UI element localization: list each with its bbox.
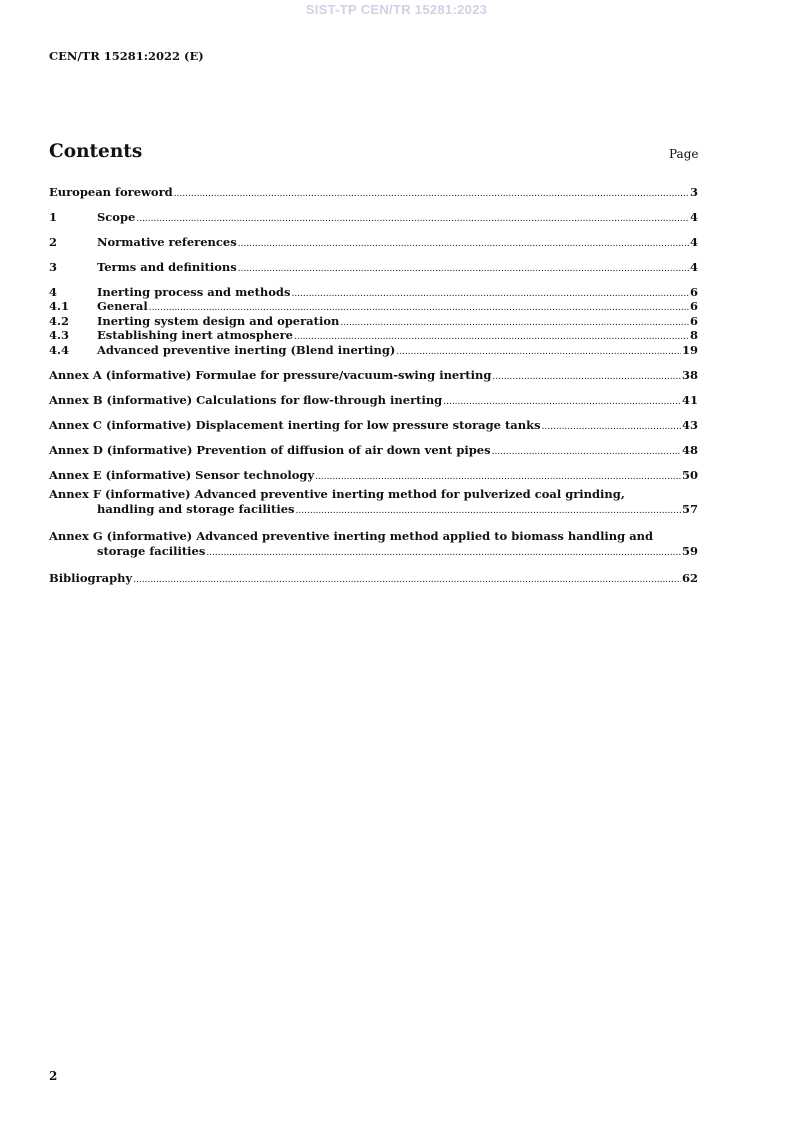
toc-entry-normative-references[interactable] — [49, 235, 698, 250]
toc-entry-number: 4.1 — [49, 299, 70, 313]
contents-title: Contents — [49, 141, 143, 162]
page-column-label: Page — [669, 147, 699, 161]
document-id: CEN/TR 15281:2022 (E) — [49, 49, 204, 63]
toc-entry-title: Terms and definitions — [97, 260, 237, 274]
toc-entry-title: Annex C (informative) Displacement inerting for low pressure storage tanks — [49, 418, 541, 432]
toc-leader — [133, 571, 681, 588]
toc-leader — [315, 468, 681, 485]
toc-entry-page: 6 — [689, 285, 698, 299]
toc-entry-inerting-process[interactable] — [49, 285, 698, 300]
toc-entry-page: 41 — [681, 393, 698, 407]
toc-entry-annex-b[interactable] — [49, 393, 698, 408]
toc-entry-page: 19 — [681, 343, 698, 357]
toc-entry-european-foreword[interactable] — [49, 185, 698, 200]
toc-entry-annex-e[interactable] — [49, 468, 698, 483]
toc-entry-inerting-system-design[interactable] — [49, 313, 698, 329]
toc-entry-bibliography[interactable] — [49, 571, 698, 586]
toc-entry-terms-and-definitions[interactable] — [49, 260, 698, 275]
toc-leader — [396, 342, 681, 360]
toc-entry-annex-g[interactable] — [49, 529, 698, 561]
toc-entry-number: 4 — [49, 285, 58, 299]
toc-entry-title: Bibliography — [49, 571, 133, 585]
toc-entry-title: Annex F (informative) Advanced preventive inerting method for pulverized coal grinding, — [49, 487, 625, 501]
page-number: 2 — [49, 1069, 58, 1083]
toc-entry-annex-a[interactable] — [49, 368, 698, 383]
toc-leader — [174, 185, 689, 202]
toc-entry-title: Annex B (informative) Calculations for flow-through inerting — [49, 393, 443, 407]
toc-entry-number: 4.3 — [49, 328, 70, 342]
toc-entry-page: 50 — [681, 468, 698, 482]
toc-entry-annex-d[interactable] — [49, 443, 698, 458]
toc-entry-page: 4 — [689, 210, 698, 224]
toc-entry-number: 3 — [49, 260, 58, 274]
watermark: SIST-TP CEN/TR 15281:2023 — [305, 2, 488, 17]
toc-leader — [136, 210, 689, 227]
toc-entry-page: 57 — [681, 502, 698, 516]
toc-entry-page: 8 — [689, 328, 698, 342]
toc-entry-page: 43 — [681, 418, 698, 432]
toc-entry-title: General — [97, 299, 148, 313]
toc-entry-page: 4 — [689, 235, 698, 249]
toc-entry-number: 4.2 — [49, 314, 70, 328]
toc-entry-title: Inerting process and methods — [97, 285, 291, 299]
toc-entry-title-continued: handling and storage facilities — [97, 502, 295, 516]
toc-leader — [296, 502, 681, 519]
toc-leader — [238, 260, 689, 277]
toc-entry-number: 4.4 — [49, 343, 70, 357]
toc-entry-title-continued: storage facilities — [97, 544, 206, 558]
toc-leader — [238, 235, 689, 252]
toc-entry-title: Scope — [97, 210, 136, 224]
toc-entry-title: Annex E (informative) Sensor technology — [49, 468, 315, 482]
toc-entry-page: 3 — [689, 185, 698, 199]
toc-entry-page: 4 — [689, 260, 698, 274]
toc-entry-page: 59 — [681, 544, 698, 558]
toc-entry-title: Normative references — [97, 235, 237, 249]
toc-entry-advanced-preventive-inerting[interactable] — [49, 342, 698, 358]
toc-entry-title: Annex G (informative) Advanced preventive inerting method applied to biomass handling and — [49, 529, 654, 543]
table-of-contents — [49, 185, 698, 586]
toc-entry-scope[interactable] — [49, 210, 698, 225]
toc-entry-title: Annex A (informative) Formulae for pressure/vacuum-swing inerting — [49, 368, 492, 382]
toc-leader — [206, 544, 681, 561]
toc-entry-annex-f[interactable] — [49, 487, 698, 519]
toc-entry-title: Annex D (informative) Prevention of diffusion of air down vent pipes — [49, 443, 491, 457]
toc-leader — [443, 393, 681, 410]
toc-entry-general[interactable] — [49, 300, 698, 313]
toc-entry-establishing-inert-atmosphere[interactable] — [49, 329, 698, 342]
toc-leader — [492, 443, 681, 460]
toc-entry-number: 2 — [49, 235, 58, 249]
toc-entry-number: 1 — [49, 210, 58, 224]
toc-leader — [542, 418, 681, 435]
toc-entry-page: 62 — [681, 571, 698, 585]
toc-entry-page: 6 — [689, 299, 698, 313]
toc-leader — [492, 368, 681, 385]
toc-entry-page: 38 — [681, 368, 698, 382]
toc-entry-page: 6 — [689, 314, 698, 328]
toc-entry-page: 48 — [681, 443, 698, 457]
toc-entry-title: Establishing inert atmosphere — [97, 328, 293, 342]
toc-entry-annex-c[interactable] — [49, 418, 698, 433]
toc-entry-title: Inerting system design and operation — [97, 314, 340, 328]
toc-entry-title: European foreword — [49, 185, 173, 199]
toc-entry-title: Advanced preventive inerting (Blend inerting) — [97, 343, 396, 357]
